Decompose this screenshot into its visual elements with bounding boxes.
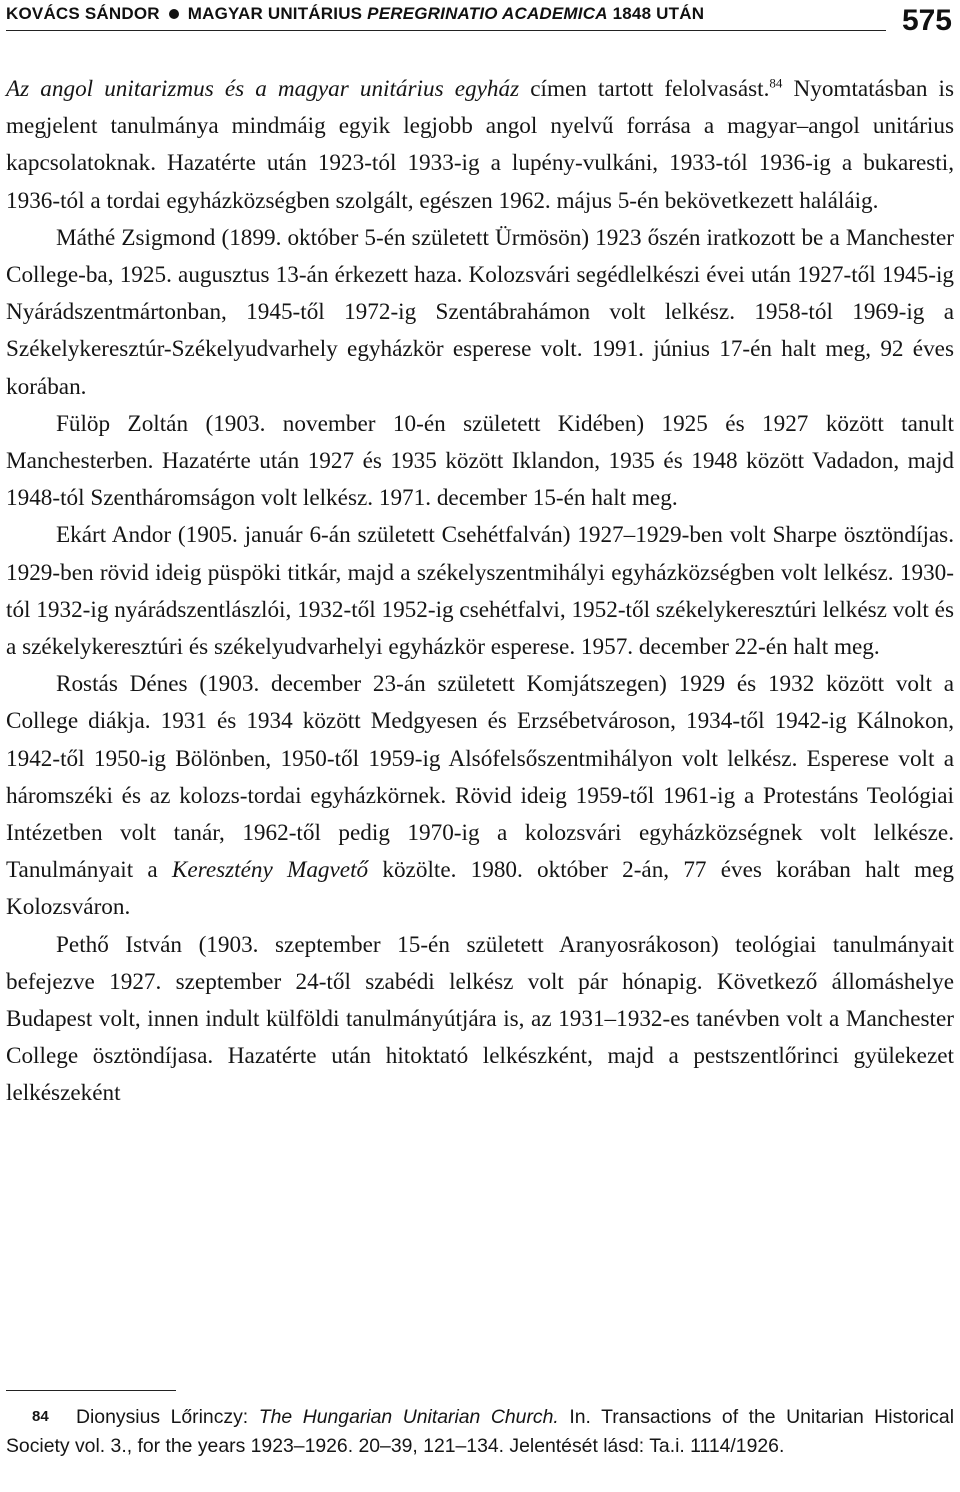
header-rule [6, 30, 886, 31]
running-head-text [6, 4, 704, 24]
paragraph-0-text-b: Nyomtatásban is megjelent tanulmánya mindmáig egyik legjobb angol nyelvű forrása a magyar–angol unitárius kapcsolatoknak. Hazatérte után 1923-tól 1933-ig a lupény-vulkáni, 1933-tól 1936-ig a bukaresti, 1936-tól a tordai egyházközségben szolgált, egészen 1962. május 5-én bekövetkezett haláláig. [6, 76, 954, 214]
running-head [6, 0, 954, 44]
footnote-rule [6, 1390, 176, 1391]
page-number: 575 [901, 4, 952, 37]
header-title-pre: MAGYAR UNITÁRIUS [187, 4, 363, 23]
footnote-book-title: The Hungarian Unitarian Church. [258, 1406, 559, 1428]
bullet-separator [169, 9, 179, 19]
header-title-italic: PEREGRINATIO ACADEMICA [367, 4, 608, 23]
paragraph-rostas [6, 666, 954, 926]
footnote-number: 84 [32, 1408, 49, 1425]
paragraph-rostas-text-b: közölte. 1980. október 2-án, 77 éves korában halt meg Kolozsváron. [6, 857, 954, 921]
footnote-reference[interactable]: 84 [769, 75, 783, 91]
paragraph-0-text-a: címen tartott felolvasást. [519, 76, 770, 102]
header-title-post: 1848 UTÁN [612, 4, 705, 23]
journal-title: Keresztény Magvető [171, 857, 369, 884]
paragraph-mathe: Máthé Zsigmond (1899. október 5-én született Ürmösön) 1923 őszén iratkozott be a Manchester College-ba, 1925. augusztus 13-án érkezett haza. Kolozsvári segédlelkészi évei után 1927-től 1945-ig Nyárádszentmártonban, 1945-től 1972-ig Szentábrahámon volt lelkész. 1958-tól 1969-ig a Székelykeresztúr-Székelyudvarhely egyházkör esperese volt. 1991. június 17-én halt meg, 92 éves korában. [6, 224, 954, 400]
paragraph-rostas-text-a: Rostás Dénes (1903. december 23-án született Komjátszegen) 1929 és 1932 között volt a College diákja. 1931 és 1934 között Medgyesen és Erzsébetvároson, 1934-től 1942-ig Kálnokon, 1942-től 1950-ig Bölönben, 1950-től 1959-ig Alsófelsőszentmihályon volt lelkész. Esperese volt a háromszéki és az kolozs-tordai egyházkörnek. Rövid ideig 1959-től 1961-ig a Protestáns Teológiai Intézetben volt tanár, 1962-től pedig 1970-ig a kolozsvári egyházközségnek volt lelkésze. Tanulmányait a [6, 671, 954, 884]
footnote-text-b: In. Transactions of the Unitarian Historical Society vol. 3., for the years 1923–1926. 20–39, 121–134. Jelentését lásd: Ta.i. 1114/1926. [6, 1406, 955, 1457]
header-author: KOVÁCS SÁNDOR [6, 4, 160, 23]
lecture-title: Az angol unitarizmus és a magyar unitárius egyház [6, 76, 520, 102]
footnote-text-a: Dionysius Lőrinczy: [76, 1406, 259, 1428]
paragraph-fulop: Fülöp Zoltán (1903. november 10-én született Kidében) 1925 és 1927 között tanult Manchesterben. Hazatérte után 1927 és 1935 között Iklandon, 1935 és 1948 között Vadadon, majd 1948-tól Szentháromságon volt lelkész. 1971. december 15-én halt meg. [6, 410, 954, 512]
paragraph-petho: Pethő István (1903. szeptember 15-én született Aranyosrákoson) teológiai tanulmányait befejezve 1927. szeptember 24-től szabédi lelkész volt pár hónapig. Következő állomáshelye Budapest volt, innen indult külföldi tanulmányútjára is, az 1931–1932-es tanévben volt a Manchester College ösztöndíjasa. Hazatérte után hitoktató lelkészként, majd a pestszentlőrinci gyülekezet lelkészeként [6, 931, 954, 1107]
body-text [6, 71, 954, 1113]
paragraph-ekart: Ekárt Andor (1905. január 6-án született Csehétfalván) 1927–1929-ben volt Sharpe ösztöndíjas. 1929-ben rövid ideig püspöki titkár, majd a székelyszentmihályi egyházközségben volt lelkész. 1930-tól 1932-ig nyárádszentlászlói, 1932-től 1952-ig csehétfalvi, 1952-től székelykeresztúri lelkész volt és a székelykeresztúri és székelyudvarhelyi egyházkör esperese. 1957. december 22-én halt meg. [6, 522, 954, 661]
paragraph-0 [6, 71, 954, 220]
footnote [6, 1403, 954, 1460]
